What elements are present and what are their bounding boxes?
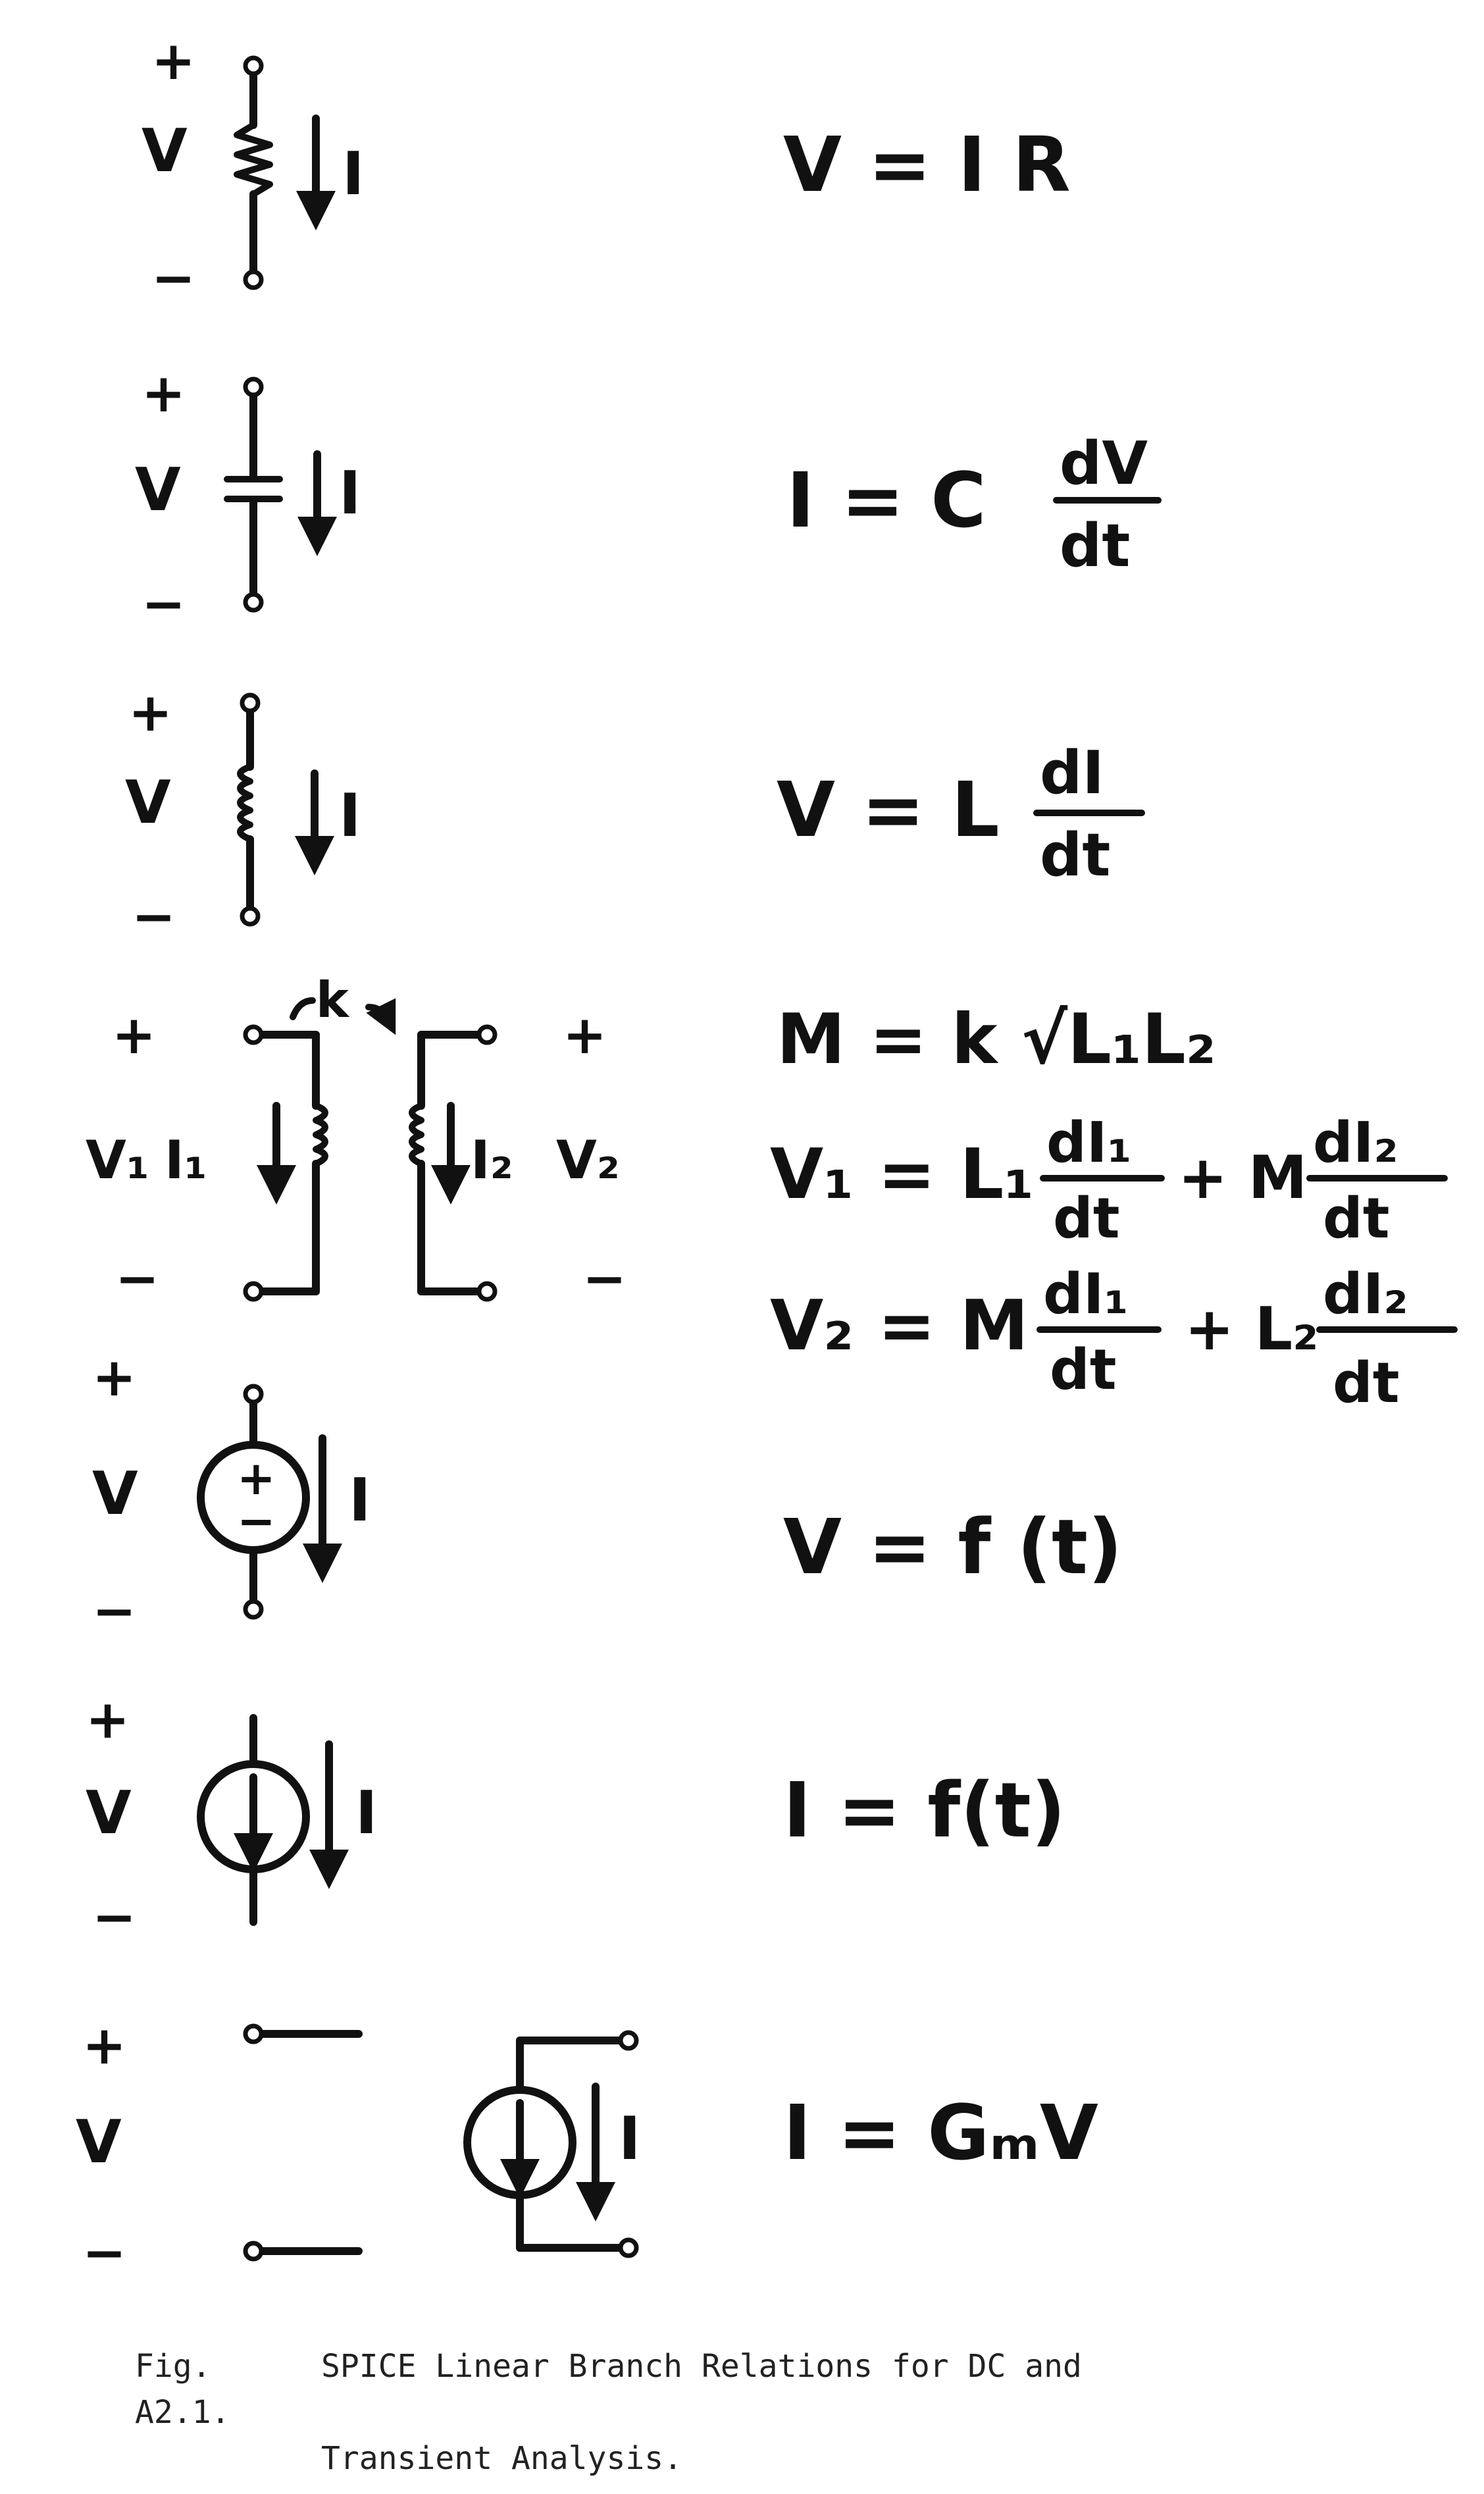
coupled-i2-label: I₂	[471, 1130, 513, 1191]
v2-deriv1-numerator: dI₁	[1043, 1262, 1129, 1327]
capacitor-deriv-numerator: dV	[1060, 429, 1148, 498]
vccs-row	[76, 2015, 1098, 2283]
caption-line-1: SPICE Linear Branch Relations for DC and	[321, 2348, 1082, 2385]
inductor-minus: −	[132, 886, 176, 947]
vsource-equation: V = f (t)	[783, 1503, 1123, 1592]
v2-deriv2-numerator: dI₂	[1323, 1262, 1408, 1327]
coupled-i1-label: I₁	[165, 1130, 207, 1191]
resistor-equation: V = I R	[783, 121, 1071, 209]
isource-v-label: V	[86, 1779, 132, 1848]
vccs-plus: +	[82, 2015, 127, 2076]
coupling-k-label: k	[316, 971, 349, 1029]
v2-deriv1-denominator: dt	[1050, 1338, 1117, 1403]
v2-equation-lhs: V₂ = M	[770, 1286, 1029, 1366]
resistor-minus: −	[151, 247, 196, 309]
voltage-source-symbol	[201, 1386, 306, 1617]
mutual-inductance-equation: M = k √L₁L₂	[777, 999, 1216, 1079]
resistor-v-label: V	[141, 117, 188, 186]
vccs-v-label: V	[76, 2108, 122, 2177]
coupling-arc-right	[369, 1007, 388, 1020]
caption-line-2: Transient Analysis.	[321, 2440, 683, 2477]
capacitor-minus: −	[141, 573, 186, 635]
capacitor-deriv-denominator: dt	[1060, 511, 1131, 581]
figure-caption	[0, 2343, 1484, 2481]
secondary-bottom-terminal	[479, 1284, 495, 1299]
primary-inductor	[245, 1027, 325, 1299]
secondary-top-terminal	[479, 1027, 495, 1043]
inductor-deriv-numerator: dI	[1040, 739, 1104, 808]
vsource-i-label: I	[349, 1466, 371, 1535]
primary-bottom-terminal	[245, 1284, 261, 1299]
resistor-bottom-terminal	[245, 272, 261, 288]
resistor-row	[141, 30, 1071, 309]
capacitor-plus: +	[141, 363, 186, 424]
resistor-plus: +	[151, 30, 196, 91]
isource-i-label: I	[355, 1779, 378, 1848]
capacitor-row	[135, 363, 1158, 635]
vsource-inner-minus: −	[237, 1494, 276, 1548]
inductor-bottom-terminal	[242, 908, 258, 924]
vsource-top-terminal	[245, 1386, 261, 1402]
v2-deriv2-denominator: dt	[1333, 1351, 1400, 1416]
vsource-v-label: V	[92, 1459, 138, 1528]
coupled-minus-left: −	[115, 1248, 160, 1309]
vccs-source-symbol	[467, 2033, 636, 2256]
inductor-equation-lhs: V = L	[777, 766, 1000, 854]
voltage-source-row	[92, 1347, 1123, 1642]
resistor-symbol	[237, 58, 270, 288]
vccs-i-label: I	[619, 2104, 641, 2173]
capacitor-top-terminal	[245, 379, 261, 395]
coupled-v2-label: V₂	[556, 1130, 620, 1191]
coupling-arc-left	[293, 1000, 313, 1017]
vccs-equation: I = GₘV	[783, 2089, 1098, 2177]
coupled-inductors-row	[86, 971, 1454, 1416]
capacitor-bottom-terminal	[245, 594, 261, 610]
resistor-top-terminal	[245, 58, 261, 74]
inductor-i-label: I	[339, 781, 361, 850]
vccs-output-top-terminal	[621, 2033, 636, 2048]
inductor-v-label: V	[125, 768, 171, 837]
inductor-plus: +	[128, 682, 173, 743]
inductor-top-terminal	[242, 695, 258, 711]
vccs-control-top-terminal	[245, 2026, 261, 2042]
current-source-row	[86, 1689, 1065, 1948]
v1-equation-mid: + M	[1178, 1143, 1308, 1212]
v1-deriv1-numerator: dI₁	[1046, 1110, 1132, 1176]
coupled-plus-right: +	[563, 1004, 607, 1066]
inductor-row	[125, 682, 1142, 947]
current-source-symbol	[201, 1718, 306, 1922]
vccs-control-port	[245, 2026, 359, 2259]
isource-minus: −	[92, 1886, 137, 1948]
v1-deriv2-denominator: dt	[1323, 1186, 1390, 1251]
v1-deriv2-numerator: dI₂	[1313, 1110, 1398, 1176]
vccs-minus: −	[82, 2222, 127, 2283]
vsource-minus: −	[92, 1580, 137, 1642]
coupled-plus-left: +	[112, 1004, 157, 1066]
capacitor-v-label: V	[135, 455, 181, 525]
coupled-minus-right: −	[582, 1248, 627, 1309]
vccs-output-bottom-terminal	[621, 2240, 636, 2256]
figure-label: Fig. A2.1.	[135, 2348, 230, 2431]
inductor-symbol	[240, 695, 258, 924]
capacitor-symbol	[227, 379, 280, 610]
vsource-plus: +	[92, 1347, 137, 1408]
v1-equation-lhs: V₁ = L₁	[770, 1134, 1035, 1214]
v2-equation-mid: + L₂	[1185, 1295, 1319, 1364]
resistor-i-label: I	[342, 140, 365, 209]
inductor-deriv-denominator: dt	[1040, 821, 1111, 890]
isource-equation: I = f(t)	[783, 1767, 1066, 1855]
primary-top-terminal	[245, 1027, 261, 1043]
vsource-bottom-terminal	[245, 1601, 261, 1617]
v1-deriv1-denominator: dt	[1053, 1186, 1120, 1251]
capacitor-equation-lhs: I = C	[786, 457, 986, 545]
capacitor-i-label: I	[339, 459, 361, 528]
vsource-inner-plus: +	[237, 1451, 276, 1505]
vccs-control-bottom-terminal	[245, 2243, 261, 2259]
coupled-v1-label: V₁	[86, 1130, 149, 1191]
isource-plus: +	[86, 1689, 130, 1750]
